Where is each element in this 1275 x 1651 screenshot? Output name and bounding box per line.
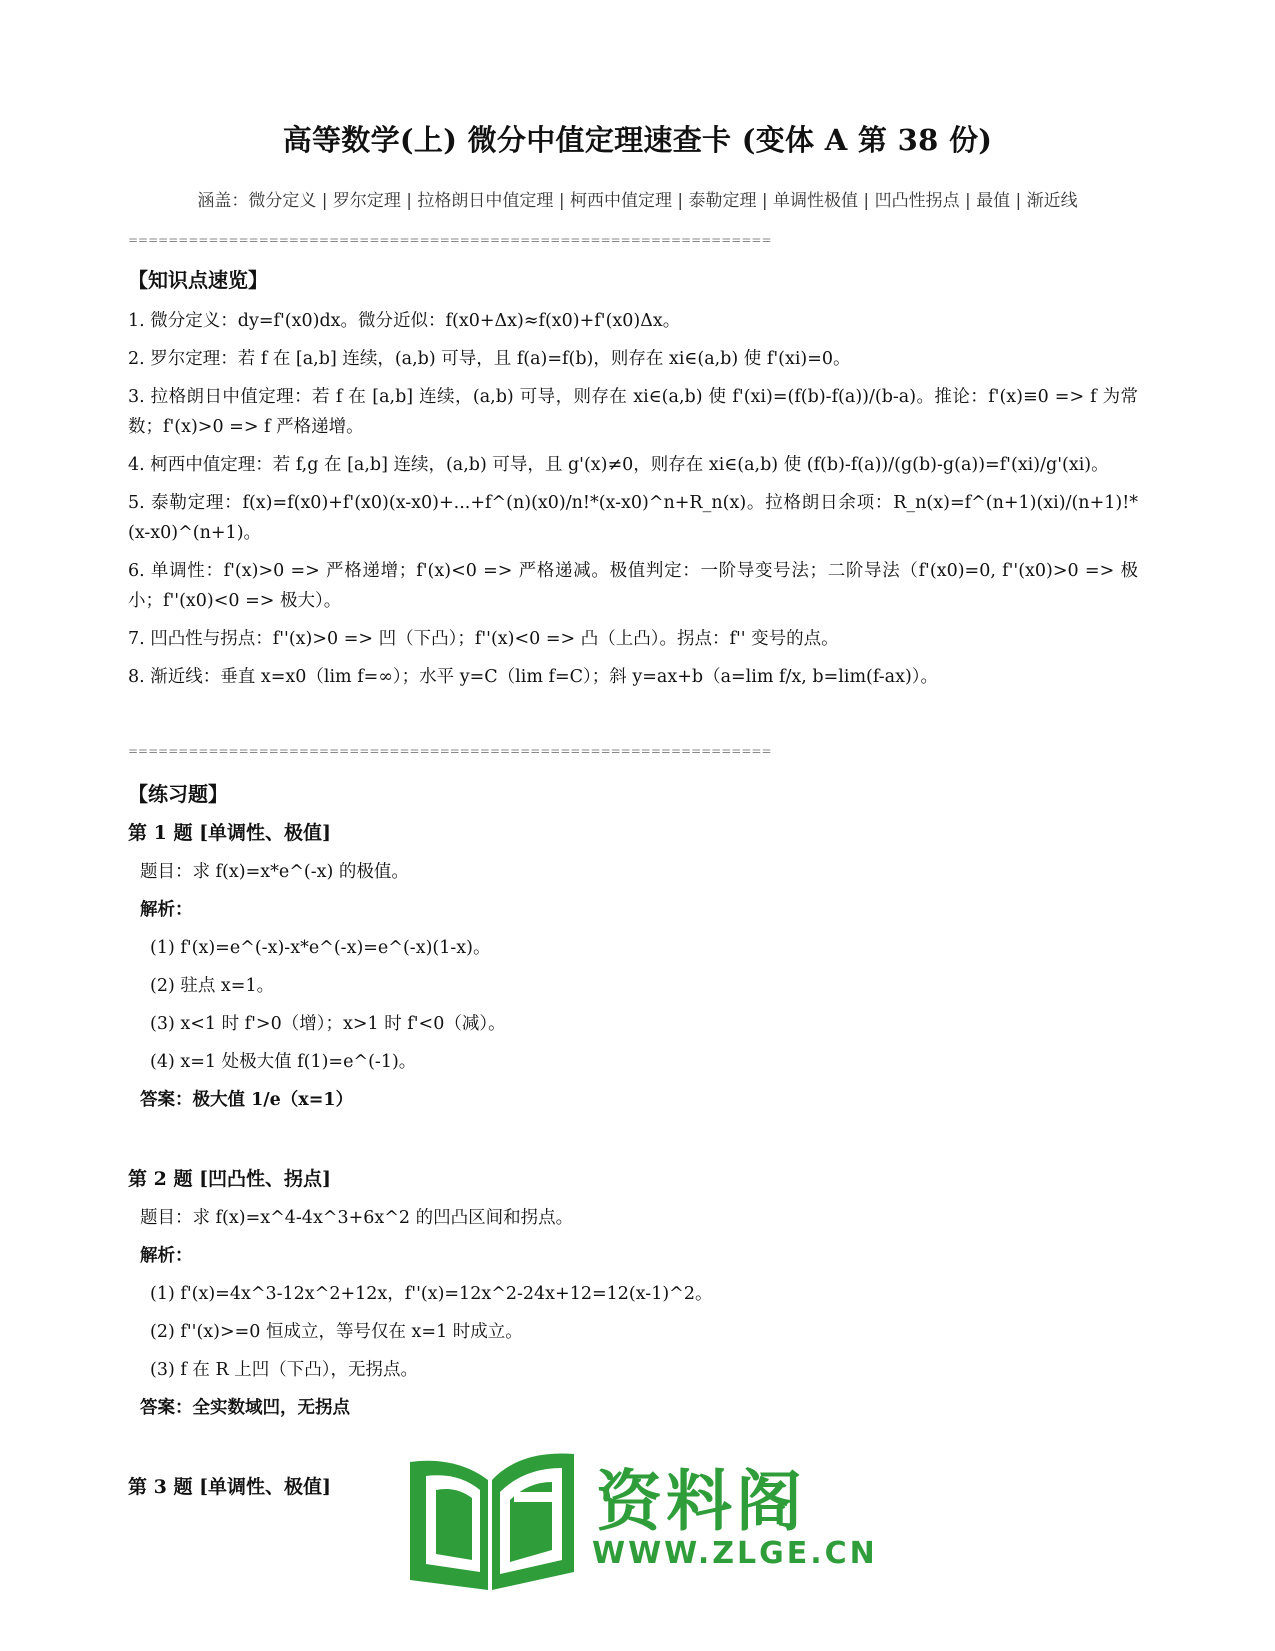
question-1-analysis-label: 解析： xyxy=(140,900,193,920)
knowledge-item: 6. 单调性：f'(x)>0 => 严格递增；f'(x)<0 => 严格递减。极值判定：一阶导变号法；二阶导法（f'(x0)=0, f''(x0)>0 => 极小；f''(x0)<0 => 极大）。 xyxy=(128,561,1138,611)
question-1-answer: 答案：极大值 1/e（x=1） xyxy=(140,1090,354,1110)
knowledge-item: 5. 泰勒定理：f(x)=f(x0)+f'(x0)(x-x0)+...+f^(n)(x0)/n!*(x-x0)^n+R_n(x)。拉格朗日余项：R_n(x)=f^(n+1)(xi)/(n+1)!*(x-x0)^(n+1)。 xyxy=(128,493,1138,543)
question-2-step: (1) f'(x)=4x^3-12x^2+12x，f''(x)=12x^2-24x+12=12(x-1)^2。 xyxy=(150,1284,713,1304)
question-3-title: 第 3 题 [单调性、极值] xyxy=(128,1476,332,1498)
separator-line: ================================================================ xyxy=(128,744,772,758)
watermark-logo xyxy=(396,1440,876,1590)
knowledge-item: 1. 微分定义：dy=f'(x0)dx。微分近似：f(x0+Δx)≈f(x0)+f'(x0)Δx。 xyxy=(128,311,681,331)
watermark-url: WWW.ZLGE.CN xyxy=(592,1536,878,1571)
question-2-analysis-label: 解析： xyxy=(140,1246,193,1266)
knowledge-item: 8. 渐近线：垂直 x=x0（lim f=∞）；水平 y=C（lim f=C）；斜 y=ax+b（a=lim f/x, b=lim(f-ax)）。 xyxy=(128,667,939,687)
page-subtitle: 涵盖：微分定义 | 罗尔定理 | 拉格朗日中值定理 | 柯西中值定理 | 泰勒定理 | 单调性极值 | 凹凸性拐点 | 最值 | 渐近线 xyxy=(197,191,1078,211)
watermark-name: 资料阁 xyxy=(596,1463,806,1540)
open-book-icon xyxy=(396,1440,586,1590)
knowledge-list xyxy=(128,306,1138,700)
question-2-title: 第 2 题 [凹凸性、拐点] xyxy=(128,1168,332,1190)
exercises-heading: 【练习题】 xyxy=(128,782,228,806)
question-1-step: (1) f'(x)=e^(-x)-x*e^(-x)=e^(-x)(1-x)。 xyxy=(150,938,491,958)
knowledge-item: 3. 拉格朗日中值定理：若 f 在 [a,b] 连续，(a,b) 可导，则存在 xi∈(a,b) 使 f'(xi)=(f(b)-f(a))/(b-a)。推论：f'(x)≡0 => f 为常数；f'(x)>0 => f 严格递增。 xyxy=(128,387,1138,437)
separator-line: ================================================================ xyxy=(128,233,772,247)
question-1-stem: 题目：求 f(x)=x*e^(-x) 的极值。 xyxy=(140,862,409,882)
question-2-step: (3) f 在 R 上凹（下凸），无拐点。 xyxy=(150,1360,418,1380)
knowledge-item: 2. 罗尔定理：若 f 在 [a,b] 连续，(a,b) 可导，且 f(a)=f(b)，则存在 xi∈(a,b) 使 f'(xi)=0。 xyxy=(128,349,851,369)
question-1-step: (3) x<1 时 f'>0（增）；x>1 时 f'<0（减）。 xyxy=(150,1014,506,1034)
question-2-step: (2) f''(x)>=0 恒成立，等号仅在 x=1 时成立。 xyxy=(150,1322,523,1342)
question-1-step: (4) x=1 处极大值 f(1)=e^(-1)。 xyxy=(150,1052,417,1072)
question-1-title: 第 1 题 [单调性、极值] xyxy=(128,822,332,844)
page-title: 高等数学(上) 微分中值定理速查卡 (变体 A 第 38 份) xyxy=(282,123,993,157)
knowledge-item: 7. 凹凸性与拐点：f''(x)>0 => 凹（下凸）；f''(x)<0 => 凸（上凸）。拐点：f'' 变号的点。 xyxy=(128,629,839,649)
knowledge-heading: 【知识点速览】 xyxy=(128,268,268,292)
question-1-step: (2) 驻点 x=1。 xyxy=(150,976,275,996)
knowledge-item: 4. 柯西中值定理：若 f,g 在 [a,b] 连续，(a,b) 可导，且 g'(x)≠0，则存在 xi∈(a,b) 使 (f(b)-f(a))/(g(b)-g(a))=f'(xi)/g'(xi)。 xyxy=(128,455,1109,475)
question-2-answer: 答案：全实数域凹，无拐点 xyxy=(140,1398,350,1418)
question-2-stem: 题目：求 f(x)=x^4-4x^3+6x^2 的凹凸区间和拐点。 xyxy=(140,1208,574,1228)
